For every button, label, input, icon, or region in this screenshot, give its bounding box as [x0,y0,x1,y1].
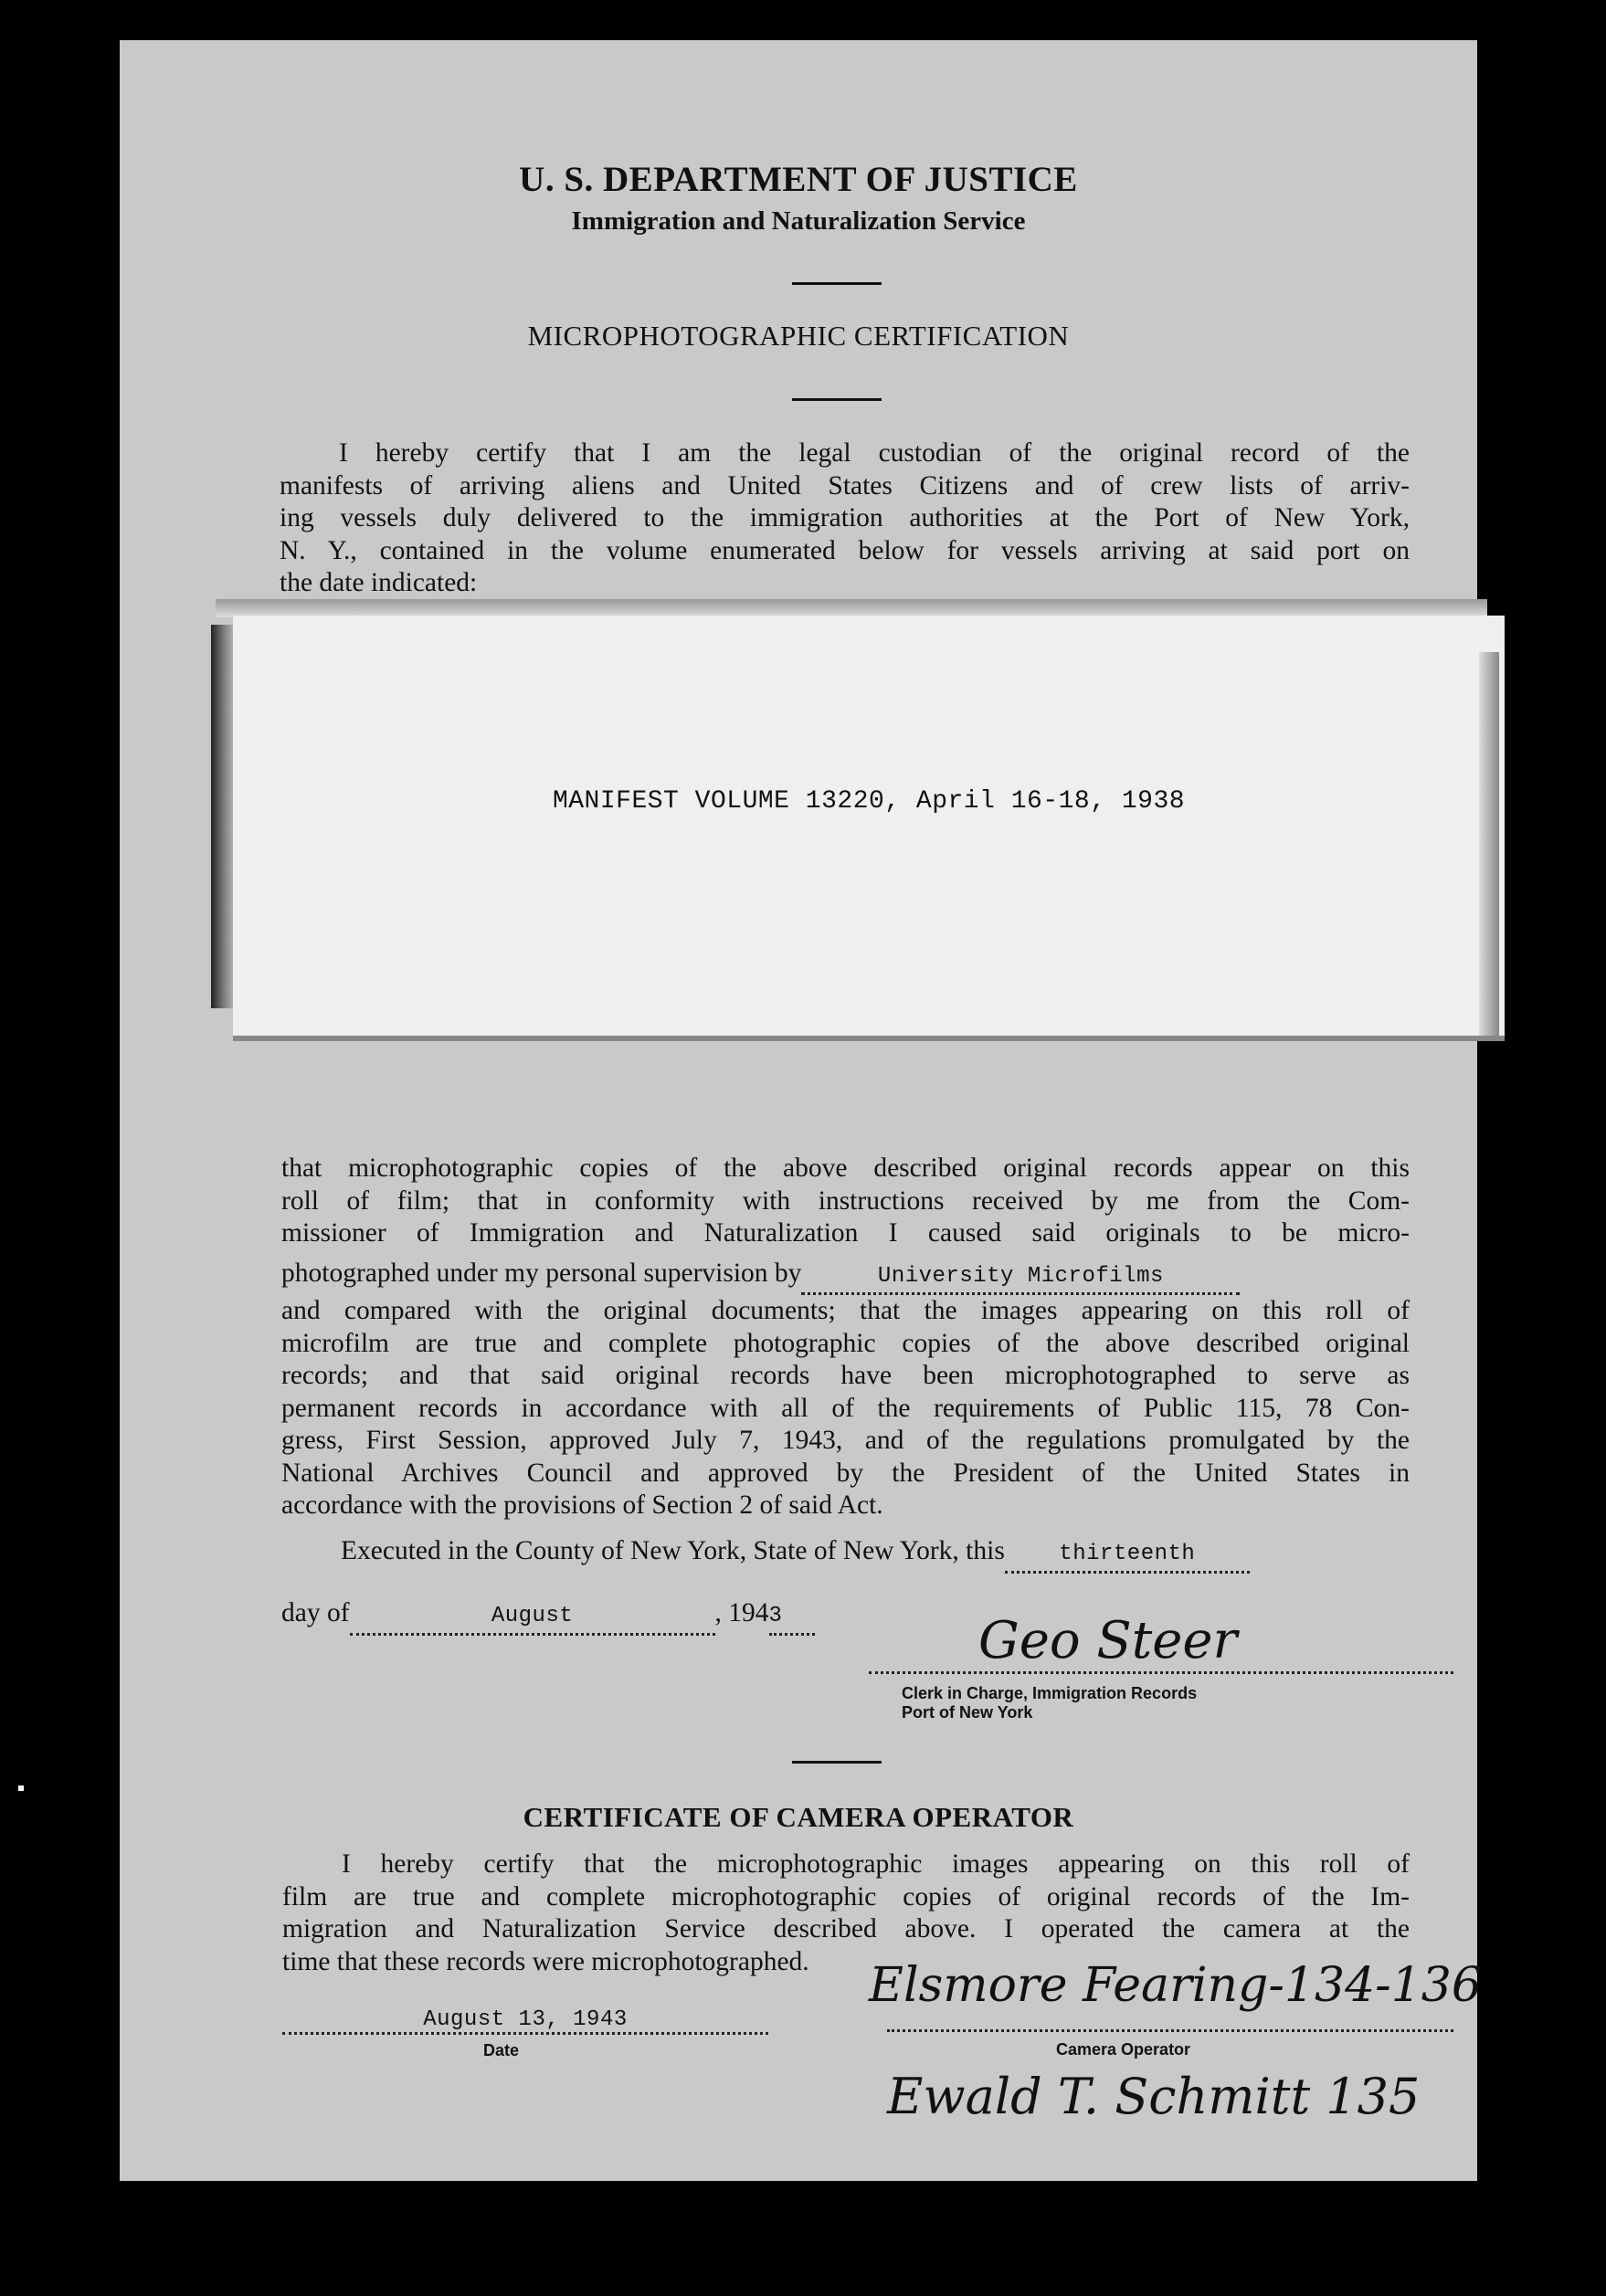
camera-certificate-title: CERTIFICATE OF CAMERA OPERATOR [523,1801,1074,1833]
certification-title: MICROPHOTOGRAPHIC CERTIFICATION [527,320,1070,352]
slip-top-edge [216,599,1487,617]
department-heading: U. S. DEPARTMENT OF JUSTICE [519,160,1078,199]
service-subheading: Immigration and Naturalization Service [571,206,1026,236]
camera-line: migration and Naturalization Service described above. I operated the camera at the [282,1914,1410,1943]
body-line: gress, First Session, approved July 7, 1943, and of the regulations promulgated by the [281,1426,1410,1455]
intro-line: the date indicated: [280,568,478,597]
clerk-title-line: Port of New York [902,1703,1033,1722]
divider [792,282,882,285]
body-line: National Archives Council and approved by the President of the United States in [281,1458,1410,1488]
body-line: roll of film; that in conformity with instructions received by me from the Com- [281,1185,1410,1216]
executed-text: Executed in the County of New York, State of New York, this [341,1536,1005,1565]
body-line: missioner of Immigration and Naturalization I caused said originals to be micro- [281,1218,1410,1248]
manifest-volume-label: MANIFEST VOLUME 13220, April 16-18, 1938 [552,787,1186,816]
year-field: 3 [769,1600,815,1636]
document-page [120,40,1482,2181]
body-line: permanent records in accordance with all of the requirements of Public 115, 78 Con- [281,1393,1410,1423]
clerk-title-line: Clerk in Charge, Immigration Records [902,1684,1198,1702]
camera-line: time that these records were microphotographed. [282,1946,809,1976]
second-operator-signature: Ewald T. Schmitt 135 [887,2068,1421,2125]
day-field: thirteenth [1005,1538,1250,1574]
camera-operator-signature: Elsmore Fearing-134-136 [869,1958,1482,2013]
camera-line: film are true and complete microphotographic copies of original records of the Im- [282,1881,1410,1912]
clerk-signature-line [869,1671,1453,1674]
microfilm-company-field: University Microfilms [801,1260,1240,1296]
body-line: accordance with the provisions of Section 2 of said Act. [281,1490,883,1520]
intro-line: ing vessels duly delivered to the immigration authorities at the Port of New York, [280,503,1410,532]
date-line [281,1596,815,1636]
body-paragraph [281,1153,1410,1522]
body-line-fill [281,1258,1410,1296]
slip-left-shadow [211,625,235,1008]
intro-line: N. Y., contained in the volume enumerated below for vessels arriving at said port on [280,535,1410,565]
camera-operator-label: Camera Operator [1056,2040,1191,2059]
camera-line: I hereby certify that the microphotographic images appearing on this roll of [342,1849,1410,1879]
body-line: that microphotographic copies of the above described original records appear on this [281,1153,1410,1183]
intro-line: manifests of arriving aliens and United States Citizens and of crew lists of arriv- [280,470,1410,500]
slip-right-shadow [1479,652,1499,1036]
operator-signature-line [887,2029,1453,2032]
divider [792,1761,882,1764]
month-field: August [350,1600,715,1636]
body-line: microfilm are true and complete photographic copies of the above described original [281,1328,1410,1358]
divider [792,398,882,401]
year-label: , 194 [714,1598,769,1627]
clerk-signature: Geo Steer [978,1611,1238,1670]
clerk-title [902,1684,1197,1722]
volume-slip [233,616,1505,1036]
body-line: photographed under my personal supervision by [281,1258,802,1288]
camera-date-field: August 13, 1943 [282,2007,768,2035]
date-label: Date [483,2041,520,2059]
slip-bottom-edge [233,1036,1505,1041]
day-of-label: day of [281,1598,350,1627]
intro-paragraph [280,437,1410,600]
intro-line: I hereby certify that I am the legal custodian of the original record of the [339,438,1410,468]
body-line: records; and that said original records have been microphotographed to serve as [281,1361,1410,1390]
film-speck [18,1785,24,1791]
executed-line [341,1534,1250,1574]
body-line: and compared with the original documents; that the images appearing on this roll of [281,1296,1410,1325]
